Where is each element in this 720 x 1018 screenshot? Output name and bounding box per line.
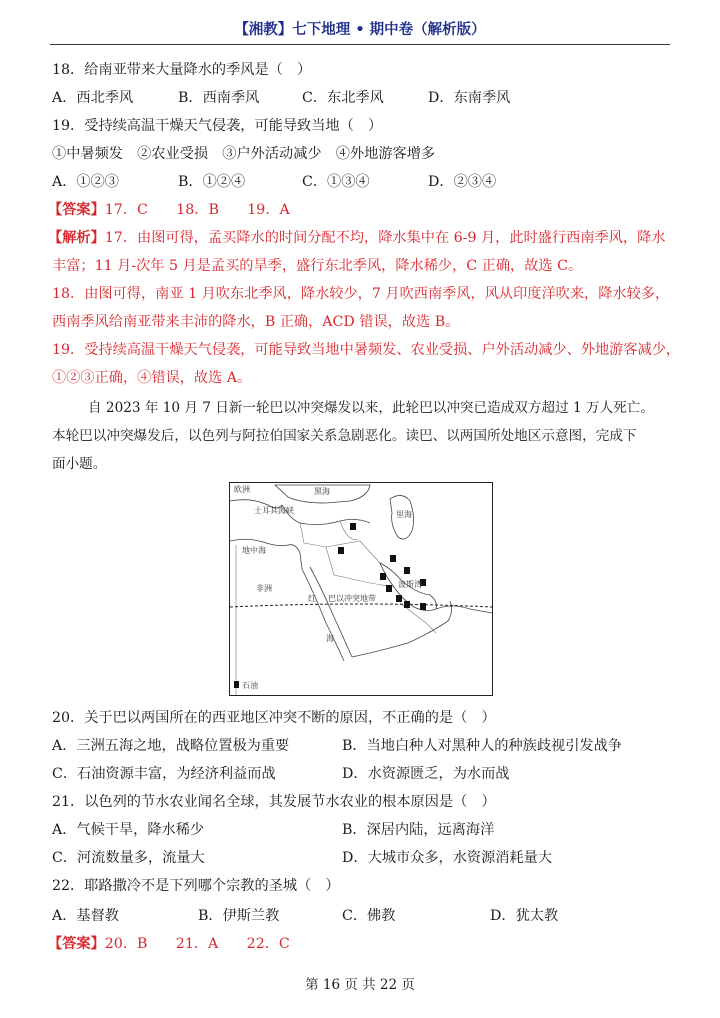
q19-option-b: B．①②④ (178, 174, 246, 190)
legend-oil-label: 石油 (242, 681, 258, 690)
tropic-line (230, 604, 492, 607)
analysis-tag: 【解析】 (48, 230, 105, 246)
q21-option-d: D．大城市众多，水资源消耗量大 (342, 850, 553, 866)
q20-option-b: B．当地白种人对黑种人的种族歧视引发战争 (342, 738, 622, 754)
q19-option-c: C．①③④ (302, 174, 370, 190)
legend-oil-icon (234, 681, 239, 688)
q18-option-a: A．西北季风 (52, 90, 134, 106)
label-red: 红 (308, 594, 316, 603)
q19-items: ①中暑频发 ②农业受损 ③户外活动减少 ④外地游客增多 (52, 146, 436, 162)
q19-option-a: A．①②③ (52, 174, 119, 190)
q18-option-c: C．东北季风 (302, 90, 384, 106)
map-figure (230, 483, 492, 695)
answer-tag: 【答案】 (48, 202, 105, 218)
oil-icon (420, 603, 426, 610)
red-sea-east-coast (310, 567, 352, 657)
q18-option-d: D．东南季风 (428, 90, 511, 106)
oil-icon (404, 601, 410, 608)
q22-option-c: C．佛教 (342, 908, 396, 924)
analysis-line-1 (48, 228, 665, 248)
page-footer: 第 16 页 共 22 页 (305, 977, 415, 993)
iran-coast (436, 606, 492, 613)
oil-icon (390, 555, 396, 562)
mediterranean-coast (230, 539, 302, 569)
q22-option-d: D．犹太教 (490, 908, 559, 924)
label-caspian-sea: 里海 (396, 510, 412, 519)
oil-icon (380, 573, 386, 580)
passage-line-2: 本轮巴以冲突爆发后，以色列与阿拉伯国家关系急剧恶化。读巴、以两国所处地区示意图，完成下 (52, 428, 637, 444)
q22-option-a: A．基督教 (52, 908, 119, 924)
q19-option-d: D．②③④ (428, 174, 497, 190)
oil-icon (338, 547, 344, 554)
label-persian-gulf: 波斯湾 (398, 580, 422, 589)
question-22-stem: 22．耶路撒冷不是下列哪个宗教的圣城（ ） (52, 878, 340, 894)
oil-icon (386, 585, 392, 592)
anatolia-coast (282, 505, 370, 525)
analysis-line-6: ①②③正确，④错误，故选 A。 (52, 370, 252, 386)
label-mediterranean: 地中海 (242, 546, 266, 555)
document-header: 【湘教】七下地理 • 期中卷（解析版） (234, 22, 486, 38)
oil-icon (396, 595, 402, 602)
answer-block-1 (48, 200, 290, 220)
answer-tag: 【答案】 (48, 936, 105, 952)
label-conflict-zone: 巴以冲突地带 (328, 594, 376, 603)
analysis-line-2: 丰富；11 月-次年 5 月是孟买的旱季，盛行东北季风，降水稀少，C 正确，故选 C。 (52, 258, 583, 274)
label-black-sea: 黑海 (314, 487, 330, 496)
passage-line-1: 自 2023 年 10 月 7 日新一轮巴以冲突爆发以来，此轮巴以冲突已造成双方超过 1 万人死亡。 (88, 400, 654, 416)
border-north (300, 523, 380, 563)
analysis-line-3: 18．由图可得，南亚 1 月吹东北季风，降水较少，7 月吹西南季风，风从印度洋吹来，降水较多， (52, 286, 670, 302)
header-divider (50, 44, 670, 45)
answer-block-2 (48, 934, 290, 954)
question-18-stem: 18．给南亚带来大量降水的季风是（ ） (52, 62, 312, 78)
q21-option-b: B．深居内陆，远离海洋 (342, 822, 495, 838)
q18-option-b: B．西南季风 (178, 90, 260, 106)
q21-option-c: C．河流数量多，流量大 (52, 850, 205, 866)
question-19-stem: 19．受持续高温干燥天气侵袭，可能导致当地（ ） (52, 118, 383, 134)
label-turkish-straits: 土耳其海峡 (254, 506, 294, 515)
analysis-line-5: 19．受持续高温干燥天气侵袭，可能导致当地中暑频发、农业受损、户外活动减少、外地游客减少， (52, 342, 681, 358)
answer-values: 17．C 18．B 19．A (104, 202, 290, 218)
arabia-south-coast (352, 601, 452, 657)
red-sea-west-coast (302, 569, 344, 661)
question-21-stem: 21．以色列的节水农业闻名全球，其发展节水农业的根本原因是（ ） (52, 794, 496, 810)
middle-east-map (229, 482, 493, 696)
analysis-text-1: 17．由图可得，孟买降水的时间分配不均，降水集中在 6-9 月，此时盛行西南季风，降水 (104, 230, 666, 246)
q20-option-a: A．三洲五海之地，战略位置极为重要 (52, 738, 290, 754)
q21-option-a: A．气候干旱，降水稀少 (52, 822, 205, 838)
label-africa: 非洲 (256, 584, 272, 593)
oil-icon (404, 567, 410, 574)
label-europe: 欧洲 (234, 485, 250, 494)
q20-option-c: C．石油资源丰富，为经济利益而战 (52, 766, 276, 782)
q22-option-b: B．伊斯兰教 (198, 908, 280, 924)
oil-icon (350, 523, 356, 530)
passage-line-3: 面小题。 (52, 456, 107, 472)
analysis-line-4: 西南季风给南亚带来丰沛的降水，B 正确，ACD 错误，故选 B。 (52, 314, 460, 330)
q20-option-d: D．水资源匮乏，为水而战 (342, 766, 510, 782)
question-20-stem: 20．关于巴以两国所在的西亚地区冲突不断的原因，不正确的是（ ） (52, 710, 496, 726)
answer-values: 20．B 21．A 22．C (104, 936, 290, 952)
label-sea: 海 (326, 634, 334, 643)
